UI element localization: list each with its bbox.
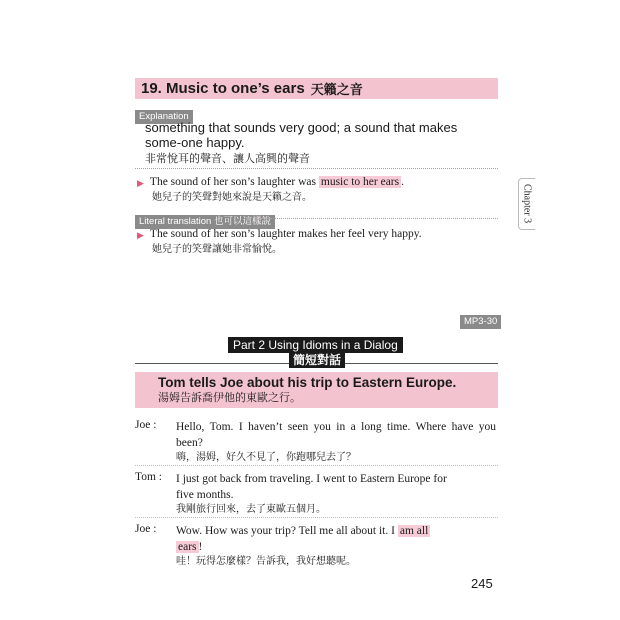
dialog-en-line2: been? bbox=[176, 437, 203, 449]
literal-block bbox=[137, 228, 497, 257]
idiom-highlight: ears bbox=[178, 541, 197, 553]
example-highlight: music to her ears bbox=[320, 176, 400, 188]
bullet-triangle-icon: ▶ bbox=[137, 230, 144, 240]
dialog-en-text: ! bbox=[198, 541, 203, 553]
divider bbox=[135, 517, 498, 518]
dialog-line bbox=[176, 471, 496, 517]
dialog-line bbox=[176, 523, 496, 569]
example-block bbox=[137, 176, 497, 205]
example-sentence bbox=[150, 176, 404, 188]
literal-tag: Literal translation 也可以這樣說 bbox=[135, 215, 275, 229]
dialog-en-line1: I just got back from traveling. I went to Eastern Europe for bbox=[176, 473, 447, 485]
speaker-label: Joe : bbox=[135, 523, 157, 535]
dialog-zh: 我剛旅行回來，去了東歐五個月。 bbox=[176, 504, 326, 515]
dialog-en-line2: five months. bbox=[176, 489, 234, 501]
example-after: . bbox=[401, 176, 404, 188]
page-number: 245 bbox=[471, 576, 493, 591]
divider bbox=[260, 218, 498, 219]
explanation-tag: Explanation bbox=[135, 110, 193, 124]
idiom-highlight: am all bbox=[399, 525, 429, 537]
literal-zh: 她兒子的笑聲讓她非常愉悅。 bbox=[152, 244, 282, 255]
speaker-label: Joe : bbox=[135, 419, 157, 431]
idiom-title-zh: 天籟之音 bbox=[310, 82, 363, 97]
dialog-title: Tom tells Joe about his trip to Eastern Europe. bbox=[158, 375, 457, 390]
idiom-title: 19. Music to one’s ears bbox=[141, 80, 305, 97]
example-row bbox=[137, 176, 497, 191]
audio-track-tag-wrap bbox=[460, 311, 501, 329]
dialog-en-text: Wow. How was your trip? Tell me all about it. I bbox=[176, 525, 398, 537]
part-title: Part 2 Using Idioms in a Dialog bbox=[228, 337, 403, 353]
dialog-line bbox=[176, 419, 496, 465]
dialog-title-zh: 湯姆告訴喬伊他的東歐之行。 bbox=[158, 392, 301, 404]
audio-track-tag: MP3-30 bbox=[460, 315, 501, 329]
idiom-header bbox=[135, 78, 498, 99]
bullet-triangle-icon: ▶ bbox=[137, 178, 144, 188]
literal-sentence: The sound of her son’s laughter makes her feel very happy. bbox=[149, 228, 422, 240]
divider bbox=[135, 168, 498, 169]
literal-row bbox=[137, 228, 497, 243]
example-zh: 她兒子的笑聲對她來說是天籟之音。 bbox=[152, 192, 312, 203]
dialog-en-line1 bbox=[176, 523, 496, 539]
dialog-zh: 嗨，湯姆，好久不見了，你跑哪兒去了？ bbox=[176, 452, 356, 463]
dialog-en-line2 bbox=[176, 539, 496, 555]
explanation-text-zh: 非常悅耳的聲音、讓人高興的聲音 bbox=[145, 153, 310, 165]
speaker-label: Tom : bbox=[135, 471, 162, 483]
chapter-tab-label: Chapter 3 bbox=[521, 184, 533, 224]
literal-tag-wrap bbox=[135, 211, 275, 229]
explanation-text: something that sounds very good; a sound that makes some-one happy. bbox=[145, 120, 458, 150]
dialog-header bbox=[135, 372, 498, 408]
example-before: The sound of her son’s laughter was bbox=[149, 176, 319, 188]
part-subtitle: 簡短對話 bbox=[289, 352, 345, 368]
divider bbox=[135, 465, 498, 466]
chapter-tab bbox=[518, 178, 535, 230]
dialog-en-line1: Hello, Tom. I haven’t seen you in a long time. Where have you bbox=[176, 421, 496, 433]
dialog-zh: 哇！玩得怎麼樣？告訴我，我好想聽呢。 bbox=[176, 556, 356, 567]
